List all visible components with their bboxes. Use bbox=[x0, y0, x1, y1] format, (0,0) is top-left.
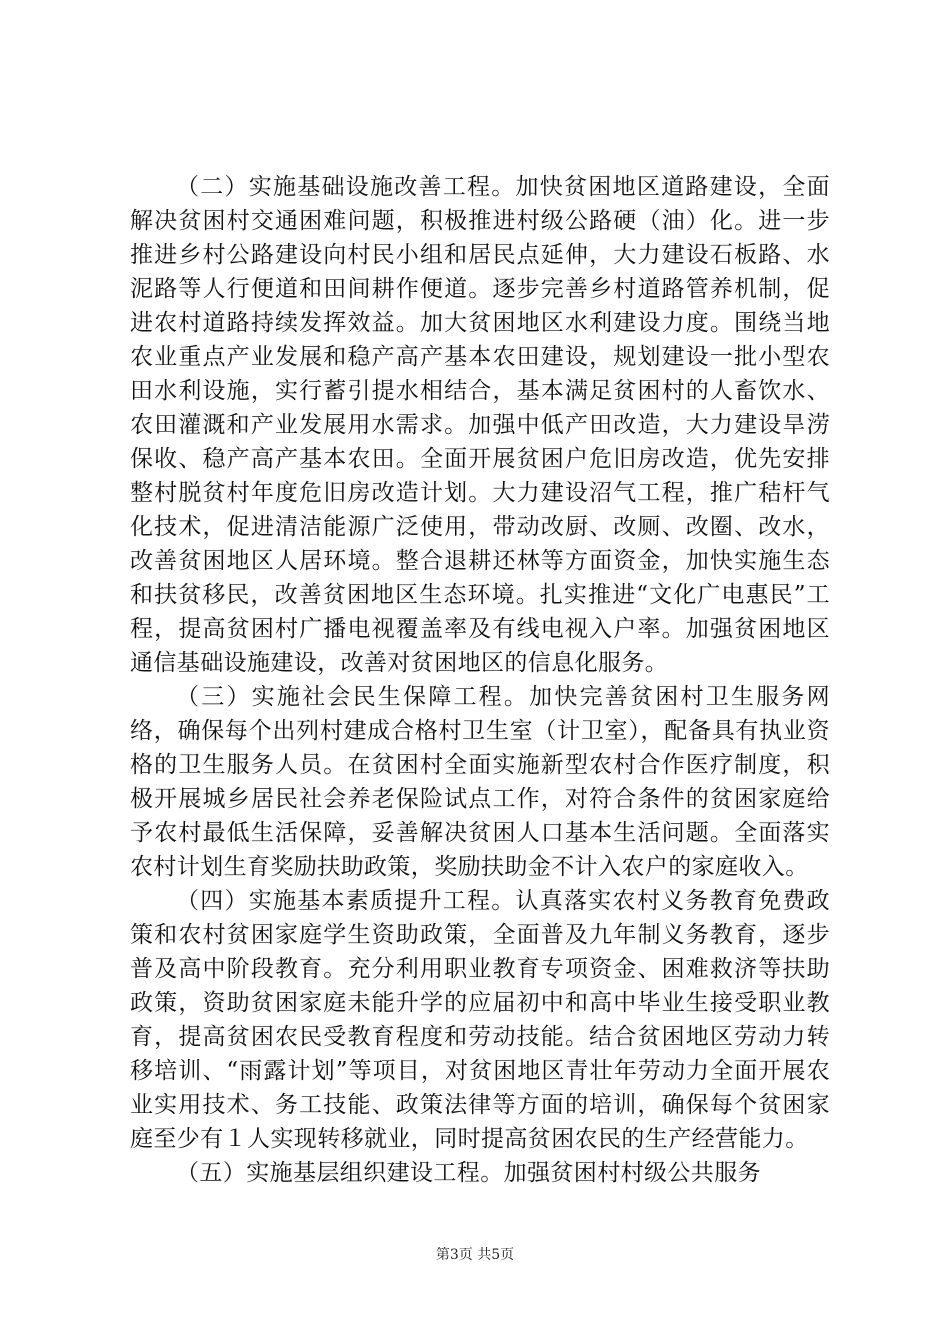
paragraph-grassroots-organization: （五）实施基层组织建设工程。加强贫困村村级公共服务 bbox=[176, 1160, 761, 1186]
paragraph-infrastructure: （二）实施基础设施改善工程。加快贫困地区道路建设，全面解决贫困村交通困难问题，积极推进村级公路硬（油）化。进一步推进乡村公路建设向村民小组和居民点延伸，大力建设石板路、水泥路等人行便道和田间耕作便道。逐步完善乡村道路管养机制，促进农村道路持续发挥效益。加大贫困地区水利建设力度。围绕当地农业重点产业发展和稳产高产基本农田建设，规划建设一批小型农田水利设施，实行蓄引提水相结合，基本满足贫困村的人畜饮水、农田灌溉和产业发展用水需求。加强中低产田改造，大力建设旱涝保收、稳产高产基本农田。全面开展贫困户危旧房改造，优先安排整村脱贫村年度危旧房改造计划。大力建设沼气工程，推广秸杆气化技术，促进清洁能源广泛使用，带动改厨、改厕、改圈、改水，改善贫困地区人居环境。整合退耕还林等方面资金，加快实施生态和扶贫移民，改善贫困地区生态环境。扎实推进“文化广电惠民”工程，提高贫困村广播电视覆盖率及有线电视入户率。加强贫困地区通信基础设施建设，改善对贫困地区的信息化服务。 bbox=[130, 174, 830, 676]
paragraph-basic-quality: （四）实施基本素质提升工程。认真落实农村义务教育免费政策和农村贫困家庭学生资助政策，全面普及九年制义务教育，逐步普及高中阶段教育。充分利用职业教育专项资金、困难救济等扶助政策，资助贫困家庭未能升学的应届初中和高中毕业生接受职业教育，提高贫困农民受教育程度和劳动技能。结合贫困地区劳动力转移培训、“雨露计划”等项目，对贫困地区青壮年劳动力全面开展农业实用技术、务工技能、政策法律等方面的培训，确保每个贫困家庭至少有１人实现转移就业，同时提高贫困农民的生产经营能力。 bbox=[130, 888, 830, 1152]
document-body bbox=[130, 170, 830, 1190]
page-number-footer: 第3页 共5页 bbox=[435, 1247, 515, 1263]
paragraph-social-security: （三）实施社会民生保障工程。加快完善贫困村卫生服务网络，确保每个出列村建成合格村卫生室（计卫室），配备具有执业资格的卫生服务人员。在贫困村全面实施新型农村合作医疗制度，积极开展城乡居民社会养老保险试点工作，对符合条件的贫困家庭给予农村最低生活保障，妥善解决贫困人口基本生活问题。全面落实农村计划生育奖励扶助政策，奖励扶助金不计入农户的家庭收入。 bbox=[130, 684, 830, 880]
